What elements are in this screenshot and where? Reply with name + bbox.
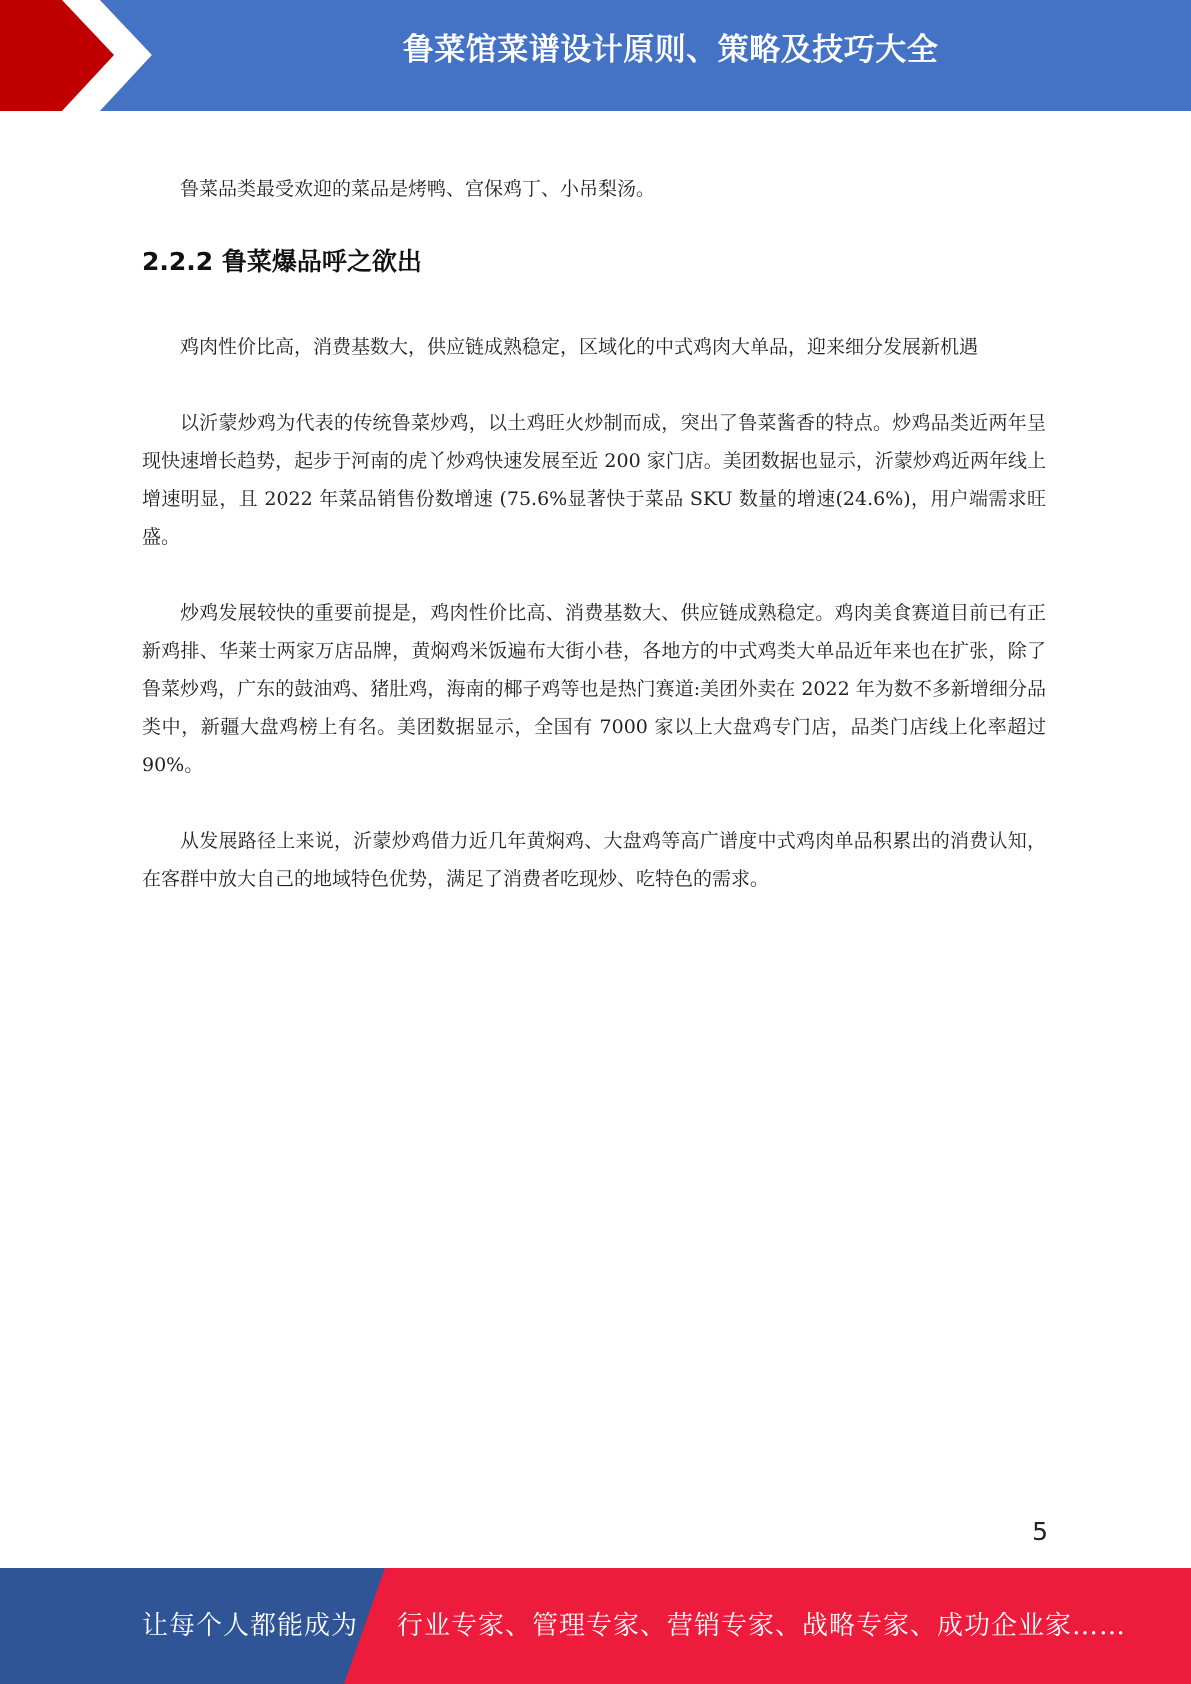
document-title: 鲁菜馆菜谱设计原则、策略及技巧大全 [402,32,939,68]
paragraph-2: 以沂蒙炒鸡为代表的传统鲁菜炒鸡，以土鸡旺火炒制而成，突出了鲁菜酱香的特点。炒鸡品类近两年呈现快速增长趋势，起步于河南的虎丫炒鸡快速发展至近 200 家门店。美团数据也显示，沂蒙炒鸡近两年线上增速明显，且 2022 年菜品销售份数增速 (75.6%显著快于菜品 SKU 数量的增速(24.6%)，用户端需求旺盛。 [142,412,1046,548]
section-heading: 2.2.2 鲁菜爆品呼之欲出 [142,247,422,276]
header-arrow-decoration [0,0,160,111]
page-number: 5 [1032,1517,1048,1546]
main-content [142,170,1046,898]
intro-paragraph: 鲁菜品类最受欢迎的菜品是烤鸭、宫保鸡丁、小吊梨汤。 [180,178,656,200]
footer-slogan-right: 行业专家、管理专家、营销专家、战略专家、成功企业家…… [397,1611,1127,1641]
paragraph-4: 从发展路径上来说，沂蒙炒鸡借力近几年黄焖鸡、大盘鸡等高广谱度中式鸡肉单品积累出的消费认知，在客群中放大自己的地域特色优势，满足了消费者吃现炒、吃特色的需求。 [142,830,1046,890]
footer-slogan-left: 让每个人都能成为 [142,1611,359,1641]
page-footer [0,1568,1191,1684]
page-header [0,0,1191,111]
paragraph-1: 鸡肉性价比高，消费基数大，供应链成熟稳定，区域化的中式鸡肉大单品，迎来细分发展新机遇 [180,336,979,358]
paragraph-3: 炒鸡发展较快的重要前提是，鸡肉性价比高、消费基数大、供应链成熟稳定。鸡肉美食赛道目前已有正新鸡排、华莱士两家万店品牌，黄焖鸡米饭遍布大街小巷，各地方的中式鸡类大单品近年来也在扩张，除了鲁菜炒鸡，广东的鼓油鸡、猪肚鸡，海南的椰子鸡等也是热门赛道:美团外卖在 2022 年为数不多新增细分品类中，新疆大盘鸡榜上有名。美团数据显示，全国有 7000 家以上大盘鸡专门店，品类门店线上化率超过 90%。 [142,602,1046,776]
